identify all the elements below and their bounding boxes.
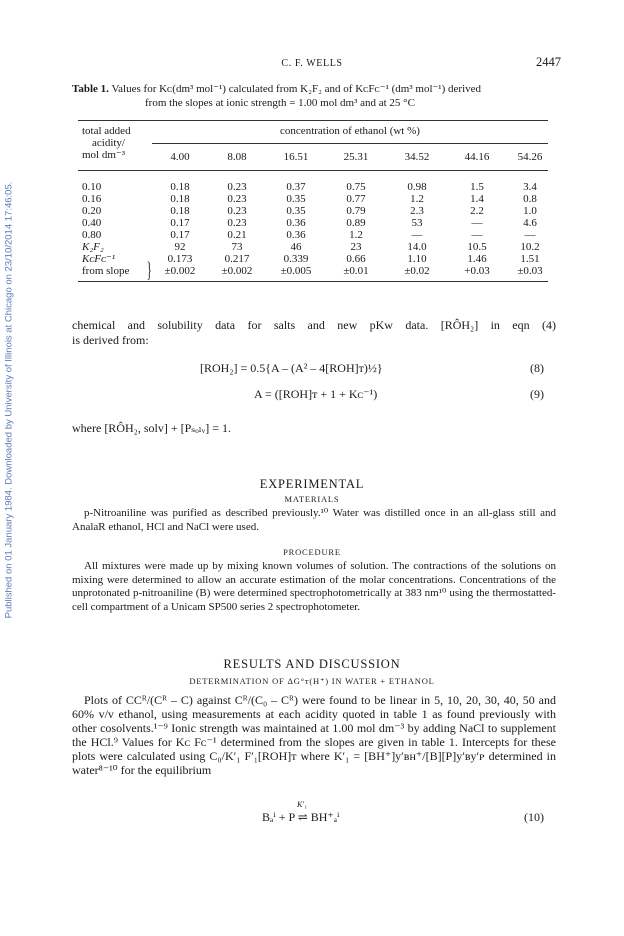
table-group-rule [152, 143, 548, 144]
cell: 0.75 [346, 181, 366, 193]
table-head-left-2: acidity/ [92, 137, 125, 149]
cell: — [471, 229, 483, 241]
cell: 0.35 [286, 193, 306, 205]
cell: 0.37 [286, 181, 306, 193]
cell: 1.0 [523, 205, 537, 217]
download-info-sidebar [2, 120, 16, 680]
table-row [82, 253, 554, 265]
cell: 1.4 [470, 193, 484, 205]
table-caption [72, 82, 562, 110]
table-caption-line2: from the slopes at ionic strength = 1.00 mol dm³ and at 25 °C [145, 97, 415, 109]
heading-results: RESULTS AND DISCUSSION [223, 657, 401, 671]
row-label: K₂F₂ [82, 241, 104, 253]
cell: 2.2 [470, 205, 484, 217]
materials-paragraph: p-Nitroaniline was purified as described previously.¹⁰ Water was distilled once in an all-glass still and AnalaR ethanol, HCl and NaCl were used. [72, 507, 556, 533]
cell: 1.46 [467, 253, 487, 265]
cell: 0.23 [227, 205, 247, 217]
cell: 4.6 [523, 217, 537, 229]
heading-experimental: EXPERIMENTAL [259, 477, 365, 491]
cell: 0.21 [227, 229, 247, 241]
cell: 0.36 [286, 217, 306, 229]
table-caption-line1: Values for Kᴄ(dm³ mol⁻¹) calculated from K₂F₂ and of KᴄFᴄ⁻¹ (dm³ mol⁻¹) derived [111, 83, 482, 95]
equation-9-number: (9) [530, 387, 544, 401]
equation-10-number: (10) [524, 810, 544, 824]
procedure-paragraph: All mixtures were made up by mixing known volumes of solution. The contractions of the solutions on mixing were determined to allow an accurate estimation of the molar concentrations. Concentrations of the unprotonated p-nitroaniline (B) were determined spectrophotometrically at 383 nm¹⁰ using the thermostatted-cell compartment of a Unicam SP500 series 2 spectrophotometer. [72, 560, 556, 613]
cell: 0.77 [346, 193, 366, 205]
cell: 23 [350, 241, 362, 253]
table-head-group: concentration of ethanol (wt %) [280, 125, 420, 137]
table-row [82, 217, 554, 229]
table-head-rule [78, 170, 548, 171]
table-head-left-3: mol dm⁻³ [82, 149, 126, 161]
cell: 14.0 [407, 241, 427, 253]
cell: 1.5 [470, 181, 484, 193]
cell: 10.2 [520, 241, 540, 253]
cell: 0.23 [227, 217, 247, 229]
cell: 0.8 [523, 193, 537, 205]
cell: 0.23 [227, 193, 247, 205]
conc-header: 8.08 [227, 151, 247, 163]
row-label: 0.10 [82, 181, 102, 193]
cell: — [524, 229, 536, 241]
conc-header: 16.51 [283, 151, 309, 163]
row-label: 0.20 [82, 205, 102, 217]
cell: ±0.03 [517, 265, 543, 277]
conc-header: 54.26 [517, 151, 543, 163]
row-label: 0.16 [82, 193, 102, 205]
cell: 1.2 [410, 193, 424, 205]
cell: ±0.02 [404, 265, 430, 277]
cell: 0.66 [346, 253, 366, 265]
cell: 0.18 [170, 181, 190, 193]
cell: 0.18 [170, 205, 190, 217]
subheading-materials: MATERIALS [284, 494, 340, 504]
cell: +0.03 [464, 265, 490, 277]
row-label: 0.40 [82, 217, 102, 229]
cell: 0.173 [167, 253, 193, 265]
cell: 0.23 [227, 181, 247, 193]
text-line: chemical and solubility data for salts and new pKᴡ data. [RÔH₂] in eqn (4) [72, 318, 556, 332]
table-row [82, 265, 554, 277]
cell: 92 [174, 241, 186, 253]
cell: 0.217 [224, 253, 250, 265]
cell: 0.339 [283, 253, 309, 265]
equation-8: [ROH₂] = 0.5{A – (A² – 4[ROH]ᴛ)½} [200, 361, 383, 375]
cell: — [411, 229, 423, 241]
cell: 73 [231, 241, 243, 253]
cell: 3.4 [523, 181, 537, 193]
cell: 10.5 [467, 241, 487, 253]
table-bottom-rule [78, 281, 548, 282]
table-caption-label: Table 1. [72, 83, 109, 95]
paragraph-chemical [72, 318, 556, 348]
equation-8-number: (8) [530, 361, 544, 375]
table-row [82, 205, 554, 217]
table-row [82, 193, 554, 205]
subheading-determination: DETERMINATION OF ΔG°ᴛ(H⁺) IN WATER + ETHANOL [189, 676, 435, 686]
conc-header: 4.00 [170, 151, 190, 163]
cell: 0.36 [286, 229, 306, 241]
table-head-left-1: total added [82, 125, 131, 137]
results-paragraph: Plots of CCᴿ/(Cᴿ – C) against Cᴿ/(C₀ – Cᴿ) were found to be linear in 5, 10, 20, 30, 40, 50 and 60% v/v ethanol, using measurements at each acidity quoted in table 1 as found previously with other cosolvents.¹⁻⁹ Ionic strength was maintained at 1.00 mol dm⁻³ by adding NaCl to supplement the HCl.⁹ Values for Kᴄ Fᴄ⁻¹ determined from the slopes are given in table 1. Intercepts for these plots were calculated using C₀/K′₁ F′₁[ROH]ᴛ where K′₁ = [BH⁺]y′ʙʜ⁺/[B][P]y′ʙy′ᴘ determined in water⁸⁻¹⁰ for the equilibrium [72, 693, 556, 777]
cell: 0.89 [346, 217, 366, 229]
row-label: KᴄFᴄ⁻¹ [82, 253, 116, 265]
text-line: is derived from: [72, 333, 149, 347]
row-label: 0.80 [82, 229, 102, 241]
cell: 46 [290, 241, 302, 253]
conc-header: 34.52 [404, 151, 430, 163]
conc-header: 44.16 [464, 151, 490, 163]
cell: 0.79 [346, 205, 366, 217]
row-label: from slope [82, 265, 130, 277]
where-line: where [RÔH₂, solv] + [Pₛₒₗᵥ] = 1. [72, 421, 231, 435]
table-body [82, 181, 554, 277]
cell: 0.17 [170, 229, 190, 241]
cell: — [471, 217, 483, 229]
cell: 1.51 [520, 253, 540, 265]
cell: 53 [411, 217, 423, 229]
cell: ±0.01 [343, 265, 369, 277]
table-row [82, 181, 554, 193]
cell: 0.18 [170, 193, 190, 205]
table-row [82, 229, 554, 241]
conc-header: 25.31 [343, 151, 369, 163]
equation-9: A = ([ROH]ᴛ + 1 + Kᴄ⁻¹) [254, 387, 378, 401]
equation-10: Bₐⁱ + P ⇌ BH⁺ₐⁱ [262, 810, 340, 824]
cell: ±0.002 [164, 265, 196, 277]
running-header-author: C. F. WELLS [281, 58, 343, 69]
cell: 0.98 [407, 181, 427, 193]
brace-icon: } [146, 257, 152, 282]
page-number: 2447 [536, 55, 561, 69]
cell: 1.10 [407, 253, 427, 265]
table-row [82, 241, 554, 253]
download-info-text: Published on 01 January 1984. Downloaded by University of Illinois at Chicago on 23/10/2014 17:46:05. [3, 181, 15, 619]
cell: ±0.002 [221, 265, 253, 277]
cell: 1.2 [349, 229, 363, 241]
equation-10-constant: K′₁ [297, 800, 307, 809]
cell: 0.17 [170, 217, 190, 229]
table-top-rule [78, 120, 548, 121]
cell: 0.35 [286, 205, 306, 217]
cell: ±0.005 [280, 265, 312, 277]
subheading-procedure: PROCEDURE [283, 547, 341, 557]
cell: 2.3 [410, 205, 424, 217]
